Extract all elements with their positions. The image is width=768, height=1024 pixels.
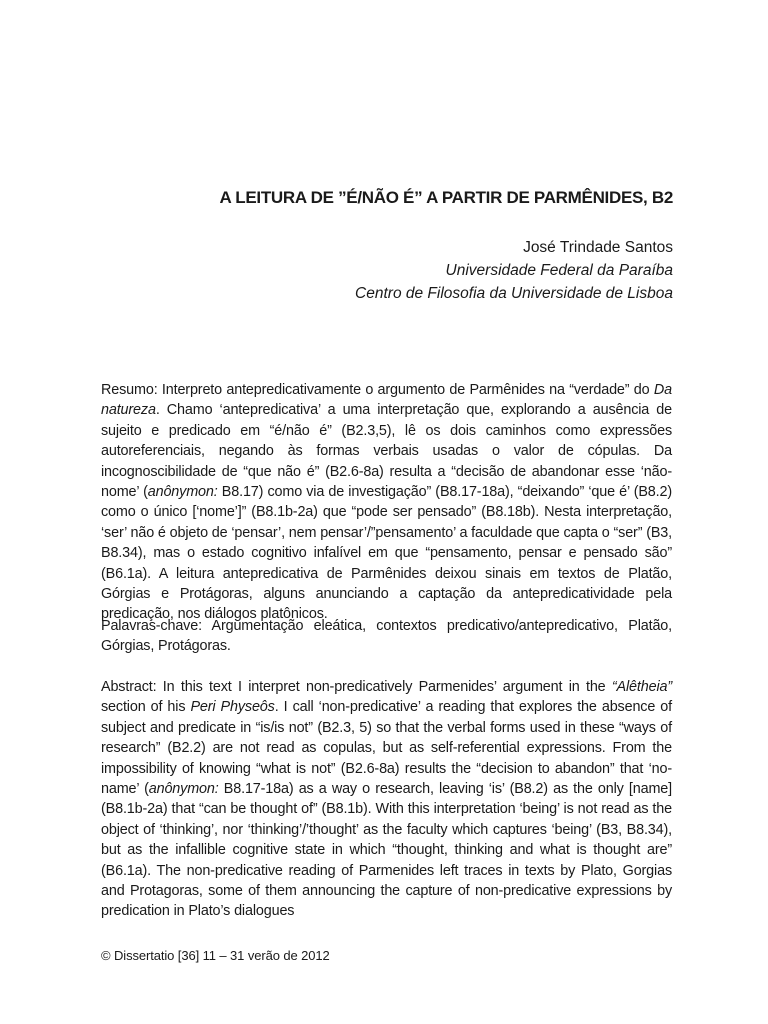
resumo-text-1: : Interpreto antepredicativamente o argumento de Parmênides na “verdade” do bbox=[153, 382, 654, 398]
resumo-section bbox=[101, 380, 672, 625]
abstract-aletheia-term: “Alêtheia” bbox=[611, 679, 672, 695]
abstract-paragraph bbox=[101, 677, 672, 922]
abstract-label: Abstract bbox=[101, 679, 153, 695]
abstract-text-3: . I call ‘non-predicative’ a reading that explores the absence of subject and predicate in “is/is not” (B2.3, 5) so that the verbal forms used in these “ways of research” (B2.2) are not read as copulas, but as self-referential expressions. From the impossibility of knowing “what is not” (B2.6-8a) results the “decision to abandon” that ‘no-name’ ( bbox=[101, 699, 672, 798]
affiliation-2: Centro de Filosofia da Universidade de Lisboa bbox=[355, 285, 673, 302]
resumo-work-title: Da natureza bbox=[101, 382, 672, 419]
page-footer: © Dissertatio [36] 11 – 31 verão de 2012 bbox=[101, 948, 330, 963]
keywords-paragraph bbox=[101, 616, 672, 657]
abstract-text-2: section of his bbox=[101, 699, 191, 716]
keywords-text: : Argumentação eleática, contextos predicativo/antepredicativo, Platão, Górgias, Protágoras. bbox=[101, 618, 672, 655]
keywords-section bbox=[101, 616, 672, 657]
abstract-text-4: B8.17-18a) as a way o research, leaving ‘is’ (B8.2) as the only [name] (B8.1b-2a) that “can be thought of” (B8.1b). With this interpretation ‘being’ is not read as the object of ‘thinking’, nor ‘thinking’/’thought’ as the faculty which captures ‘being’ (B3, B8.34), but as the infallible cognitive state in which “thought, thinking and what is thought are” (B6.1a). The non-predicative reading of Parmenides left traces in texts by Plato, Gorgias and Protagoras, some of them announcing the capture of non-predicative expressions by predication in Plato’s dialogues bbox=[101, 781, 673, 920]
affiliation-1: Universidade Federal da Paraíba bbox=[445, 262, 673, 279]
author-block bbox=[355, 236, 673, 305]
resumo-text-3: B8.17) como via de investigação” (B8.17-18a), “deixando” ‘que é’ (B8.2) como o único [‘nome’]” (B8.1b-2a) que “pode ser pensado” (B8.18b). Nesta interpretação, ‘ser’ não é objeto de ‘pensar’, nem pensar’/”pensamento’ a faculdade que capta o “ser” (B3, B8.34), mas o estado cognitivo infalível em que “pensamento, pensar e pensado são” (B6.1a). A leitura antepredicativa de Parmênides deixou sinais em textos de Platão, Górgias e Protágoras, alguns anunciando a captação da antepredicatividade pela predicação, nos diálogos platônicos. bbox=[101, 484, 673, 623]
resumo-text-2: . Chamo ‘antepredicativa’ a uma interpretação que, explorando a ausência de sujeito e predicado em “é/não é” (B2.3,5), lê os dois caminhos como expressões autoreferenciais, negando às formas verbais usadas o valor de cópulas. Da incognoscibilidade de “que não é” (B2.6-8a) resulta a “decisão de abandonar esse ‘não-nome’ ( bbox=[101, 402, 672, 501]
resumo-label: Resumo bbox=[101, 382, 154, 398]
abstract-section bbox=[101, 677, 672, 922]
keywords-label: Palavras-chave bbox=[101, 618, 199, 634]
resumo-greek-term: anônymon: bbox=[147, 484, 218, 501]
abstract-work-title: Peri Physeôs bbox=[190, 699, 275, 716]
author-name: José Trindade Santos bbox=[523, 239, 673, 256]
resumo-paragraph bbox=[101, 380, 672, 625]
abstract-greek-term: anônymon: bbox=[148, 781, 219, 798]
abstract-text-1: : In this text I interpret non-predicatively Parmenides’ argument in the bbox=[152, 679, 612, 695]
article-title: A LEITURA DE ”É/NÃO É” A PARTIR DE PARMÊNIDES, B2 bbox=[219, 188, 673, 207]
